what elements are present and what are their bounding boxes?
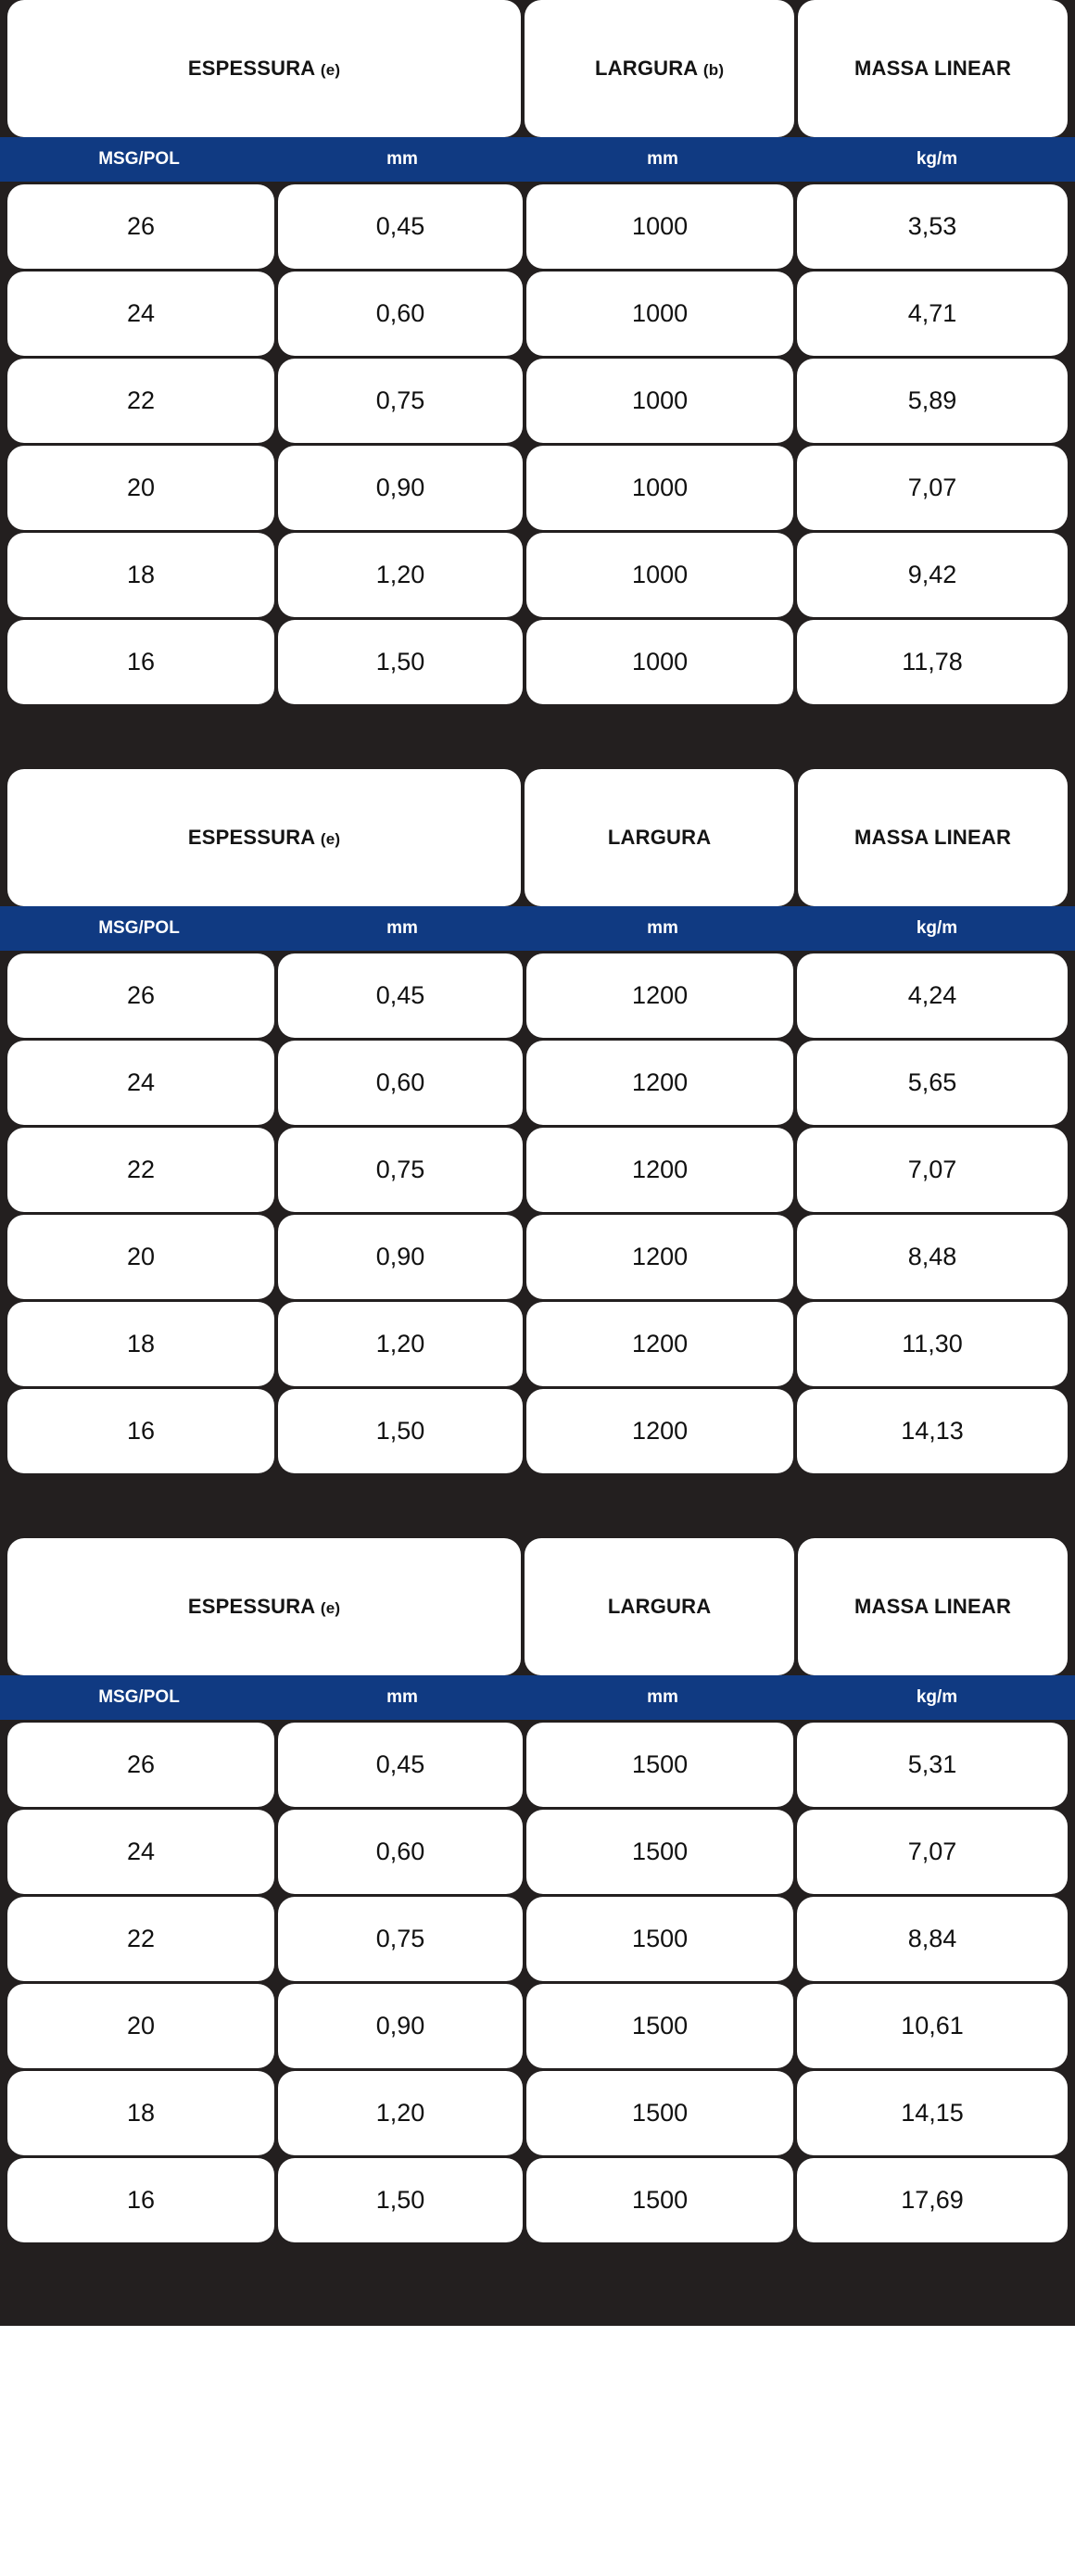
cell-massa-linear: 7,07 — [797, 1810, 1068, 1894]
cell-msg-pol: 16 — [7, 2158, 274, 2242]
header-massa-label: MASSA LINEAR — [854, 56, 1012, 80]
cell-espessura-mm: 1,20 — [278, 2071, 523, 2155]
subheader-largura-unit: mm — [647, 149, 678, 169]
table-row — [0, 271, 1075, 356]
table-row — [0, 1897, 1075, 1981]
table-row — [0, 446, 1075, 530]
cell-massa-linear: 14,15 — [797, 2071, 1068, 2155]
header-largura-label: LARGURA — [595, 56, 698, 80]
cell-massa-linear: 11,78 — [797, 620, 1068, 704]
header-largura — [525, 1538, 794, 1675]
cell-espessura-mm: 1,20 — [278, 1302, 523, 1386]
cell-msg-pol: 26 — [7, 184, 274, 269]
cell-massa-linear: 8,84 — [797, 1897, 1068, 1981]
cell-msg-pol: 22 — [7, 1897, 274, 1981]
cell-massa-linear: 3,53 — [797, 184, 1068, 269]
cell-espessura-mm: 0,90 — [278, 1215, 523, 1299]
subheader-massa-unit: kg/m — [916, 149, 958, 169]
cell-espessura-mm: 0,90 — [278, 446, 523, 530]
cell-largura-mm: 1200 — [526, 953, 793, 1038]
cell-msg-pol: 16 — [7, 1389, 274, 1473]
cell-largura-mm: 1200 — [526, 1041, 793, 1125]
table-row — [0, 1128, 1075, 1212]
cell-espessura-mm: 1,20 — [278, 533, 523, 617]
header-largura — [525, 769, 794, 906]
table-row — [0, 2071, 1075, 2155]
cell-largura-mm: 1000 — [526, 359, 793, 443]
table-row — [0, 1984, 1075, 2068]
cell-msg-pol: 24 — [7, 1810, 274, 1894]
table-subheader-row — [0, 1675, 1075, 1720]
header-massa-label: MASSA LINEAR — [854, 825, 1012, 849]
cell-espessura-mm: 0,45 — [278, 184, 523, 269]
header-massa-label: MASSA LINEAR — [854, 1594, 1012, 1618]
cell-msg-pol: 18 — [7, 1302, 274, 1386]
cell-massa-linear: 7,07 — [797, 1128, 1068, 1212]
table-row — [0, 1302, 1075, 1386]
cell-massa-linear: 5,31 — [797, 1723, 1068, 1807]
header-massa-linear — [798, 1538, 1068, 1675]
cell-msg-pol: 20 — [7, 1215, 274, 1299]
cell-largura-mm: 1500 — [526, 1723, 793, 1807]
table-row — [0, 1810, 1075, 1894]
header-espessura — [7, 0, 521, 137]
bottom-white-area — [0, 2326, 1075, 2576]
cell-largura-mm: 1500 — [526, 1897, 793, 1981]
cell-espessura-mm: 1,50 — [278, 620, 523, 704]
header-espessura-sub: (e) — [320, 829, 341, 848]
cell-espessura-mm: 0,60 — [278, 1810, 523, 1894]
table-row — [0, 2158, 1075, 2242]
cell-msg-pol: 24 — [7, 271, 274, 356]
cell-largura-mm: 1200 — [526, 1128, 793, 1212]
header-espessura — [7, 1538, 521, 1675]
table-gap — [0, 704, 1075, 769]
cell-msg-pol: 20 — [7, 446, 274, 530]
cell-largura-mm: 1000 — [526, 533, 793, 617]
table-row — [0, 1723, 1075, 1807]
header-massa-linear — [798, 769, 1068, 906]
table-row — [0, 1041, 1075, 1125]
cell-largura-mm: 1000 — [526, 184, 793, 269]
cell-msg-pol: 18 — [7, 2071, 274, 2155]
cell-msg-pol: 26 — [7, 1723, 274, 1807]
cell-massa-linear: 17,69 — [797, 2158, 1068, 2242]
cell-largura-mm: 1000 — [526, 620, 793, 704]
subheader-massa-unit: kg/m — [916, 1687, 958, 1707]
header-largura-label: LARGURA — [607, 1594, 712, 1618]
cell-largura-mm: 1200 — [526, 1302, 793, 1386]
table-row — [0, 533, 1075, 617]
cell-massa-linear: 9,42 — [797, 533, 1068, 617]
cell-largura-mm: 1200 — [526, 1215, 793, 1299]
table-gap — [0, 1473, 1075, 1538]
cell-massa-linear: 8,48 — [797, 1215, 1068, 1299]
subheader-espessura-unit: mm — [386, 1687, 418, 1707]
cell-msg-pol: 24 — [7, 1041, 274, 1125]
table-header-row — [0, 1538, 1075, 1675]
table-header-row — [0, 769, 1075, 906]
cell-largura-mm: 1500 — [526, 2071, 793, 2155]
table-row — [0, 184, 1075, 269]
header-espessura — [7, 769, 521, 906]
cell-massa-linear: 14,13 — [797, 1389, 1068, 1473]
header-espessura-label: ESPESSURA — [187, 1594, 315, 1618]
cell-largura-mm: 1000 — [526, 271, 793, 356]
cell-espessura-mm: 0,60 — [278, 271, 523, 356]
table-subheader-row — [0, 137, 1075, 182]
cell-massa-linear: 4,71 — [797, 271, 1068, 356]
table-header-row — [0, 0, 1075, 137]
table-subheader-row — [0, 906, 1075, 951]
cell-msg-pol: 22 — [7, 359, 274, 443]
cell-espessura-mm: 0,90 — [278, 1984, 523, 2068]
cell-largura-mm: 1500 — [526, 1984, 793, 2068]
cell-largura-mm: 1000 — [526, 446, 793, 530]
subheader-largura-unit: mm — [647, 1687, 678, 1707]
cell-msg-pol: 20 — [7, 1984, 274, 2068]
subheader-largura-unit: mm — [647, 918, 678, 938]
header-espessura-label: ESPESSURA — [187, 56, 315, 80]
table-row — [0, 953, 1075, 1038]
cell-msg-pol: 22 — [7, 1128, 274, 1212]
table-row — [0, 620, 1075, 704]
cell-largura-mm: 1500 — [526, 1810, 793, 1894]
subheader-massa-unit: kg/m — [916, 918, 958, 938]
spec-table-3 — [0, 1538, 1075, 2242]
table-row — [0, 1389, 1075, 1473]
cell-massa-linear: 10,61 — [797, 1984, 1068, 2068]
cell-msg-pol: 18 — [7, 533, 274, 617]
header-espessura-sub: (e) — [320, 60, 341, 79]
cell-msg-pol: 26 — [7, 953, 274, 1038]
spec-table-2 — [0, 769, 1075, 1473]
cell-massa-linear: 5,89 — [797, 359, 1068, 443]
cell-largura-mm: 1200 — [526, 1389, 793, 1473]
subheader-msg-pol: MSG/POL — [98, 918, 180, 938]
subheader-espessura-unit: mm — [386, 149, 418, 169]
cell-espessura-mm: 0,75 — [278, 1128, 523, 1212]
cell-espessura-mm: 1,50 — [278, 2158, 523, 2242]
cell-msg-pol: 16 — [7, 620, 274, 704]
header-espessura-sub: (e) — [320, 1598, 341, 1617]
cell-espessura-mm: 0,75 — [278, 1897, 523, 1981]
table-row — [0, 1215, 1075, 1299]
spec-table-1 — [0, 0, 1075, 704]
cell-espessura-mm: 0,75 — [278, 359, 523, 443]
cell-massa-linear: 4,24 — [797, 953, 1068, 1038]
header-largura — [525, 0, 794, 137]
header-largura-sub: (b) — [702, 60, 725, 79]
cell-espessura-mm: 1,50 — [278, 1389, 523, 1473]
cell-espessura-mm: 0,45 — [278, 1723, 523, 1807]
cell-massa-linear: 7,07 — [797, 446, 1068, 530]
cell-espessura-mm: 0,60 — [278, 1041, 523, 1125]
subheader-msg-pol: MSG/POL — [98, 1687, 180, 1707]
cell-massa-linear: 11,30 — [797, 1302, 1068, 1386]
table-row — [0, 359, 1075, 443]
subheader-msg-pol: MSG/POL — [98, 149, 180, 169]
cell-massa-linear: 5,65 — [797, 1041, 1068, 1125]
header-massa-linear — [798, 0, 1068, 137]
header-espessura-label: ESPESSURA — [187, 825, 315, 849]
subheader-espessura-unit: mm — [386, 918, 418, 938]
header-largura-label: LARGURA — [607, 825, 712, 849]
cell-espessura-mm: 0,45 — [278, 953, 523, 1038]
cell-largura-mm: 1500 — [526, 2158, 793, 2242]
